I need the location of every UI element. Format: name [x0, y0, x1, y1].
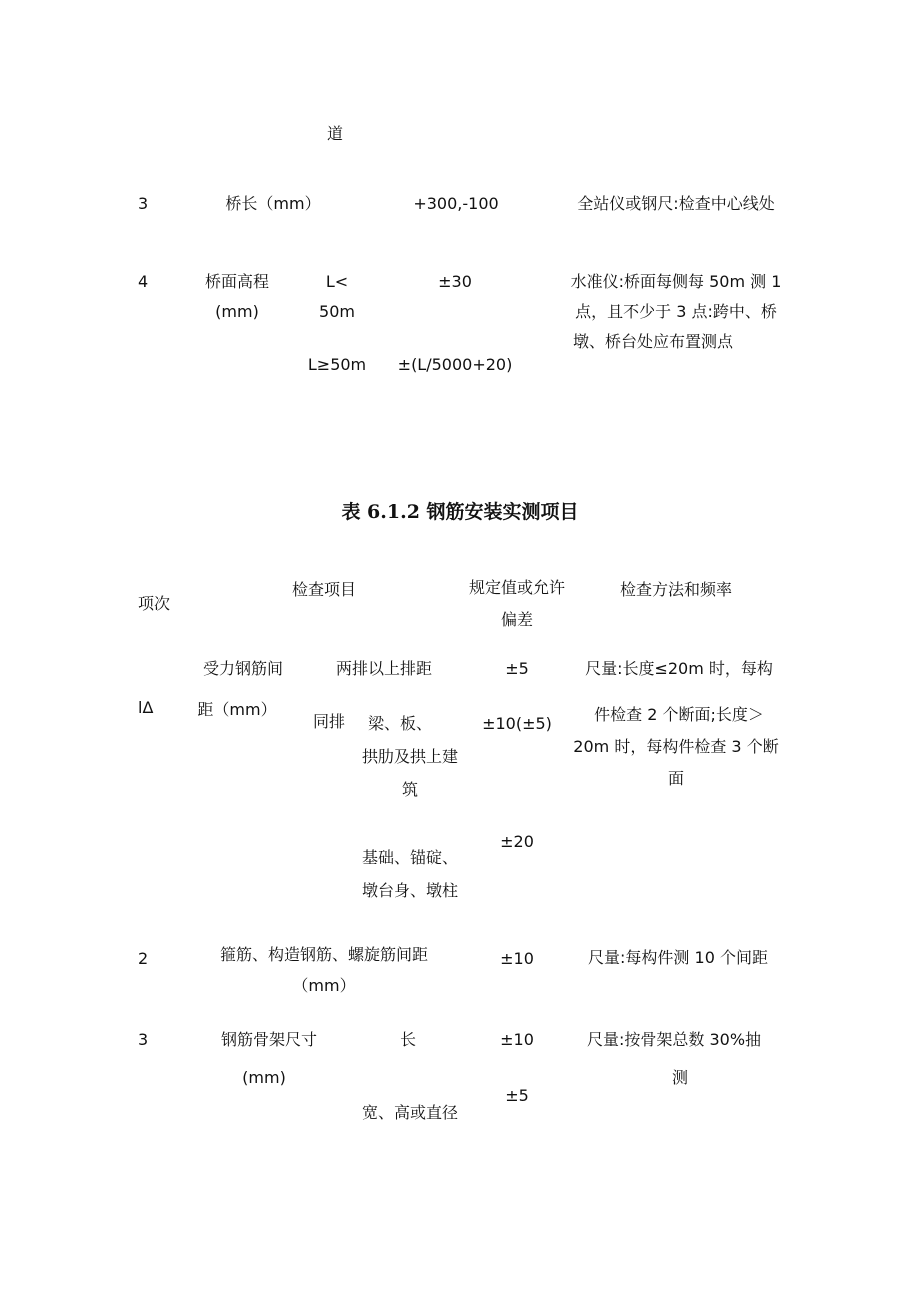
- table1-prev-row-fragment: 道: [326, 124, 344, 143]
- table2-row2-item-line2: （mm）: [292, 976, 356, 995]
- table2-row2-value: ±10: [500, 949, 534, 968]
- table1-row4-cond1-line2: 50m: [319, 302, 355, 321]
- table2-row1-method-line2: 件检查 2 个断面;长度＞: [594, 705, 764, 724]
- table2-row3-value2: ±5: [505, 1086, 529, 1105]
- table1-row4-method-line2: 点，且不少于 3 点:跨中、桥: [575, 302, 777, 321]
- table1-row4-number: 4: [138, 272, 149, 291]
- table2-row3-method-line2: 测: [671, 1068, 689, 1087]
- table2-title: 表 6.1.2 钢筋安装实测项目: [341, 501, 579, 523]
- table2-header-number: 项次: [138, 594, 171, 613]
- table2-row1-sub3-line2: 墩台身、墩柱: [361, 881, 459, 900]
- table2-row1-sub2-group: 同排: [312, 712, 346, 731]
- table2-row3-value1: ±10: [500, 1030, 534, 1049]
- table2-row1-item-line1: 受力钢筋间: [202, 659, 284, 678]
- table2-row1-value3: ±20: [500, 832, 534, 851]
- table2-header-method: 检查方法和频率: [619, 580, 733, 599]
- table2-row2-number: 2: [138, 949, 149, 968]
- table2-row2-method: 尺量:每构件测 10 个间距: [588, 948, 768, 967]
- table1-row3-item: 桥长（mm）: [225, 194, 321, 213]
- table1-row4-method-line3: 墩、桥台处应布置测点: [572, 332, 734, 351]
- table2-row3-sub2: 宽、高或直径: [361, 1103, 459, 1122]
- table2-row1-sub2-line2: 拱肋及拱上建: [361, 747, 459, 766]
- table1-row3-value: +300,-100: [413, 194, 499, 213]
- table2-row1-sub3-line1: 基础、锚碇、: [361, 848, 459, 867]
- table2-row1-value1: ±5: [505, 659, 529, 678]
- table1-row4-method-line1: 水准仪:桥面每侧每 50m 测 1: [570, 272, 782, 291]
- table1-row4-item-line2: (mm): [215, 302, 259, 321]
- table2-row3-sub1: 长: [399, 1030, 417, 1049]
- table2-row1-method-line1: 尺量:长度≤20m 时，每构: [585, 659, 773, 678]
- table1-row4-value2: ±(L/5000+20): [397, 355, 513, 374]
- table2-row3-number: 3: [138, 1030, 149, 1049]
- table2-row1-item-line2: 距（mm）: [197, 700, 277, 719]
- table1-row3-number: 3: [138, 194, 149, 213]
- table2-header-value-line1: 规定值或允许: [468, 578, 566, 597]
- table2-row3-item-line2: (mm): [242, 1068, 286, 1087]
- table2-header-value-line2: 偏差: [500, 610, 534, 629]
- table2-header-item: 检查项目: [291, 580, 357, 599]
- table2-row2-item-line1: 箍筋、构造钢筋、螺旋筋间距: [219, 945, 429, 964]
- table2-row3-item-line1: 钢筋骨架尺寸: [220, 1030, 318, 1049]
- table2-row1-sub1: 两排以上排距: [335, 659, 433, 678]
- table2-row1-method-line4: 面: [667, 769, 685, 788]
- table2-row1-value2: ±10(±5): [482, 714, 552, 733]
- table1-row3-method: 全站仪或钢尺:检查中心线处: [577, 194, 775, 213]
- table1-row4-cond1-line1: L<: [325, 272, 349, 291]
- table1-row4-value1: ±30: [438, 272, 472, 291]
- table2-row3-method-line1: 尺量:按骨架总数 30%抽: [586, 1030, 762, 1049]
- table2-row1-sub2-line1: 梁、板、: [367, 714, 433, 733]
- table2-row1-number: lΔ: [138, 698, 154, 717]
- table2-row1-method-line3: 20m 时，每构件检查 3 个断: [573, 737, 779, 756]
- table1-row4-item-line1: 桥面高程: [204, 272, 270, 291]
- table2-row1-sub2-line3: 筑: [401, 780, 419, 799]
- table1-row4-cond2: L≥50m: [307, 355, 367, 374]
